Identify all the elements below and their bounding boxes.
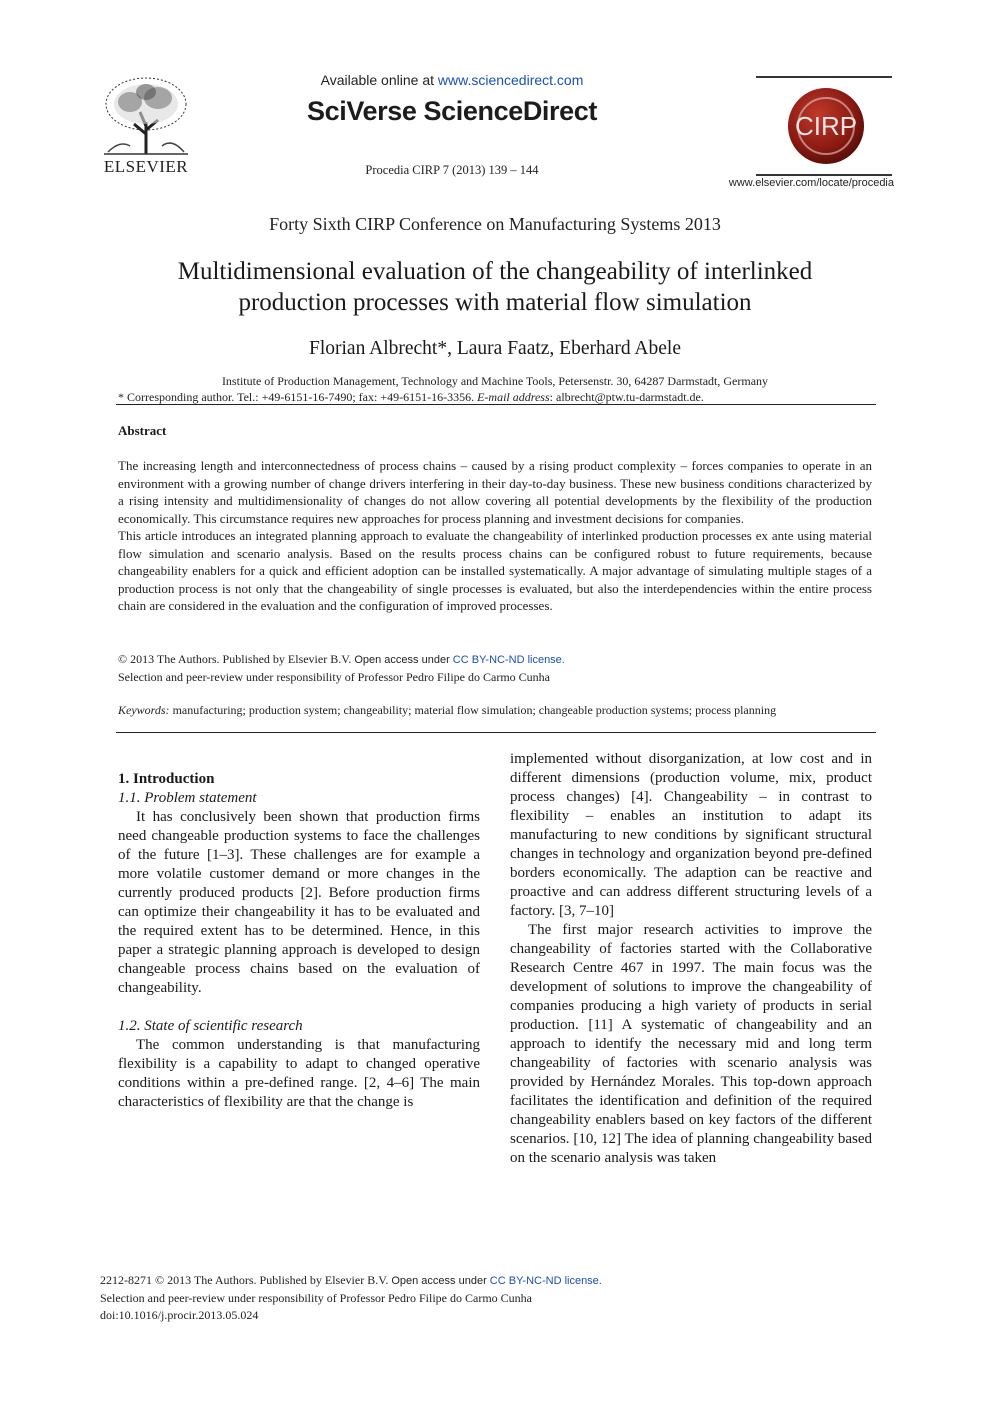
right-paragraph-1: implemented without disorganization, at low cost and in different dimensions (production volume, mix, product process changes) [4]. Changeability – in contrast to flexibility – enables an institution to adapt its manufacturing to new conditions by significant structural changes in technology and organization beyond pre-defined borders economically. The adaption can be reactive and proactive and can address different structuring levels of a factory. [3, 7–10] xyxy=(510,751,872,919)
available-prefix: Available online at xyxy=(320,72,438,88)
abstract-heading: Abstract xyxy=(118,423,167,438)
section-1-heading: 1. Introduction xyxy=(118,771,215,787)
elsevier-logo xyxy=(96,74,196,178)
abstract-body xyxy=(118,457,872,615)
title-line-2: production processes with material flow simulation xyxy=(238,289,752,316)
divider-top xyxy=(116,404,876,405)
footer xyxy=(100,1272,800,1324)
footer-issn: 2212-8271 © 2013 The Authors. Published by Elsevier B.V. xyxy=(100,1273,392,1287)
copyright-block xyxy=(118,651,872,685)
cirp-logo-text: CIRP xyxy=(794,111,858,141)
paper-title xyxy=(100,256,890,318)
cirp-top-rule xyxy=(756,76,892,78)
corresp-prefix: * Corresponding author. Tel.: +49-6151-16-7490; fax: +49-6151-16-3356. xyxy=(118,390,478,404)
email-label: E-mail address xyxy=(477,390,550,404)
subsection-1-2-text: The common understanding is that manufacturing flexibility is a capability to adapt to changed operative conditions within a pre-defined range. [2, 4–6] The main characteristics of flexibility are that the change is xyxy=(118,1037,480,1110)
affiliation: Institute of Production Management, Technology and Machine Tools, Petersenstr. 30, 64287 Darmstadt, Germany xyxy=(221,374,769,388)
available-online xyxy=(240,72,664,88)
footer-license-link[interactable]: CC BY-NC-ND license. xyxy=(489,1275,602,1287)
cirp-emblem-icon xyxy=(784,84,868,168)
license-link[interactable]: CC BY-NC-ND license. xyxy=(452,654,565,666)
copyright-text: © 2013 The Authors. Published by Elsevier B.V. xyxy=(118,652,355,666)
authors: Florian Albrecht*, Laura Faatz, Eberhard Abele xyxy=(309,338,681,359)
body-right-column xyxy=(510,750,872,1168)
footer-line-1 xyxy=(100,1272,800,1290)
journal-reference: Procedia CIRP 7 (2013) 139 – 144 xyxy=(365,163,539,177)
abstract-paragraph-2: This article introduces an integrated planning approach to evaluate the changeability of interlinked production processes ex ante using material flow simulation and scenario analysis. Based on the results process chains can be configured robust to future requirements, because changeability enablers for a quick and efficient adoption can be installed systematically. A major advantage of simulating multiple stages of a production process is not only that the changeability of single processes is evaluated, but also the interdependencies within the entire process chain are considered in the evaluation and the configuration of improved processes. xyxy=(118,528,872,613)
sciverse-brand: SciVerse ScienceDirect xyxy=(307,96,597,126)
elsevier-wordmark: ELSEVIER xyxy=(103,157,189,176)
title-line-1: Multidimensional evaluation of the changeability of interlinked xyxy=(177,258,813,285)
keywords-text: manufacturing; production system; changeability; material flow simulation; changeable production systems; process planning xyxy=(169,703,777,717)
subsection-1-1-text: It has conclusively been shown that production firms need changeable production systems to face the challenges of the future [1–3]. These challenges are for example a more volatile customer demand or more changes in the currently produced products [2]. Before production firms can optimize their changeability it has to be evaluated and the required extent has to be determined. Hence, in this paper a strategic planning approach is developed to design changeable process chains based on the evaluation of changeability. xyxy=(118,809,480,996)
locate-url[interactable]: www.elsevier.com/locate/procedia xyxy=(728,177,894,189)
subsection-1-1-heading: 1.1. Problem statement xyxy=(118,790,257,806)
divider-body xyxy=(116,732,876,733)
email-address[interactable]: : albrecht@ptw.tu-darmstadt.de. xyxy=(549,390,704,404)
cirp-bottom-rule xyxy=(756,174,892,176)
copyright-line-2: Selection and peer-review under responsibility of Professor Pedro Filipe do Carmo Cunha xyxy=(118,669,550,684)
cirp-logo xyxy=(756,76,892,176)
keywords xyxy=(118,703,872,718)
right-paragraph-2: The first major research activities to improve the changeability of factories started with the Collaborative Research Centre 467 in 1997. The main focus was the development of solutions to improve the changeability of companies producing a high variety of products in serial production. [11] A systematic of changeability and an approach to identify the necessary mid and long term changeability of factories with scenario analysis was provided by Hernández Morales. This top-down approach facilitates the identification and definition of the required changeability enablers based on key factors of the different scenarios. [10, 12] The idea of planning changeability based on the scenario analysis was taken xyxy=(510,922,872,1166)
elsevier-tree-icon xyxy=(100,74,192,156)
body-left-column xyxy=(118,770,480,1112)
open-access-label: Open access under xyxy=(354,654,453,666)
sciencedirect-link[interactable]: www.sciencedirect.com xyxy=(437,72,584,88)
corresponding-author xyxy=(118,390,878,405)
footer-open-access-label: Open access under xyxy=(391,1275,490,1287)
footer-line-2: Selection and peer-review under responsibility of Professor Pedro Filipe do Carmo Cunha xyxy=(100,1291,532,1305)
footer-doi[interactable]: doi:10.1016/j.procir.2013.05.024 xyxy=(100,1308,259,1322)
abstract-paragraph-1: The increasing length and interconnectedness of process chains – caused by a rising product complexity – forces companies to operate in an environment with a growing number of change drivers interfering in their day-to-day business. These new business conditions characterized by a rising intensity and multidimensionality of changes do not allow covering all potential developments by the flexibility of the production economically. This circumstance requires new approaches for process planning and investment decisions for companies. xyxy=(118,458,872,526)
keywords-label: Keywords: xyxy=(118,703,170,717)
copyright-line-1 xyxy=(118,651,872,669)
conference-name: Forty Sixth CIRP Conference on Manufacturing Systems 2013 xyxy=(269,214,721,234)
subsection-1-2-heading: 1.2. State of scientific research xyxy=(118,1018,303,1034)
